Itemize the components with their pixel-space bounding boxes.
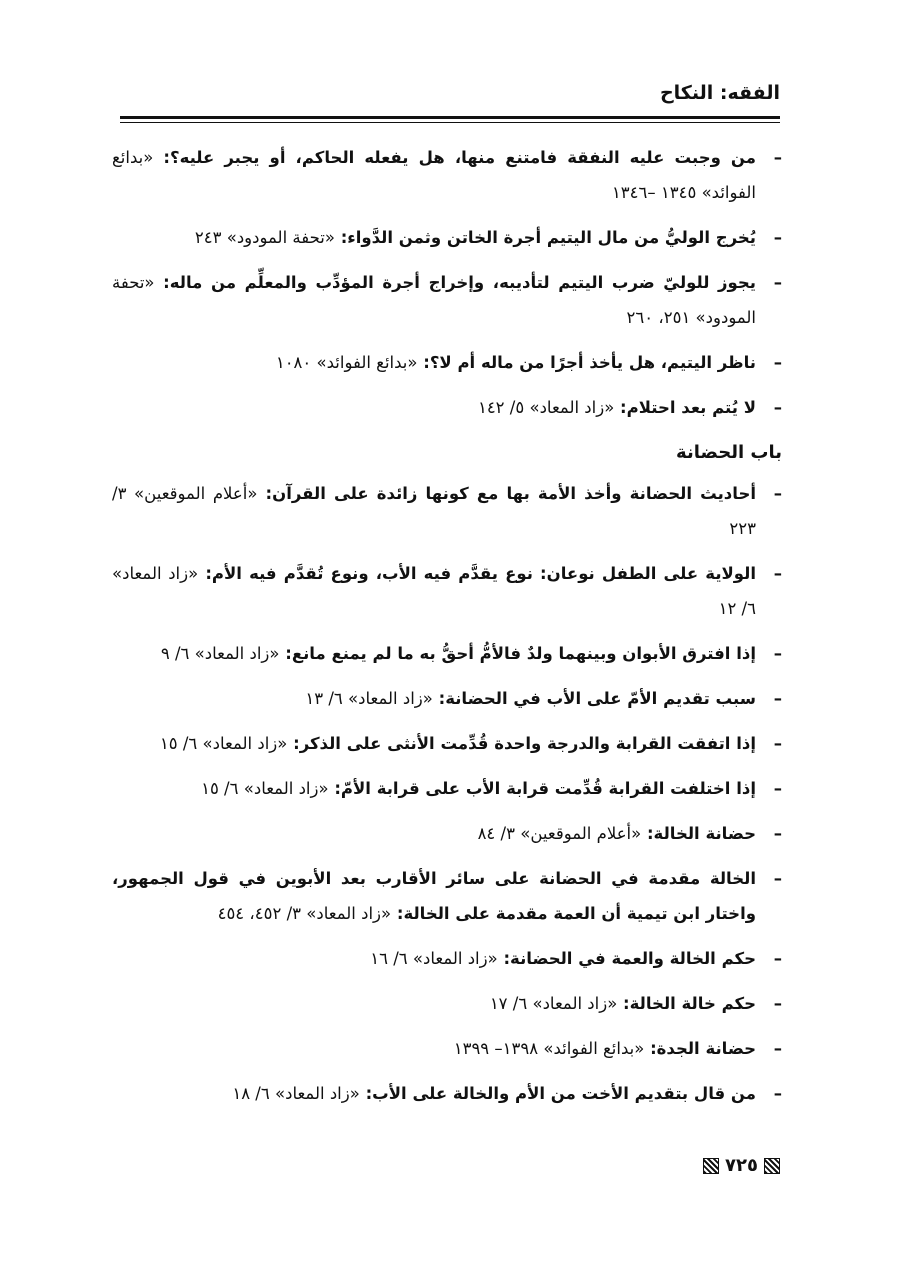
index-entry (112, 636, 782, 671)
entry-dash: – (773, 353, 782, 372)
entry-dash: – (773, 484, 782, 503)
entry-dash: – (773, 689, 782, 708)
entry-source: «زاد المعاد» ٦/ ١٨ (232, 1084, 360, 1103)
index-entry (112, 556, 782, 626)
ornament-right-icon (764, 1158, 780, 1174)
entry-text: إذا اتفقت القرابة والدرجة واحدة قُدِّمت الأنثى على الذكر: (287, 734, 756, 753)
entry-list-a (112, 140, 782, 425)
entry-source: «بدائع الفوائد» ١٠٨٠ (275, 353, 418, 372)
entry-text: يجوز للوليّ ضرب اليتيم لتأديبه، وإخراج أجرة المؤدِّب والمعلِّم من ماله: (154, 273, 756, 292)
index-entry (112, 265, 782, 335)
entry-source: «بدائع الفوائد» ١٣٤٥ –١٣٤٦ (112, 148, 756, 202)
index-entry (112, 390, 782, 425)
entry-dash: – (773, 1039, 782, 1058)
entry-text: من قال بتقديم الأخت من الأم والخالة على الأب: (359, 1084, 756, 1103)
entry-dash: – (773, 869, 782, 888)
index-entry (112, 140, 782, 210)
entry-dash: – (773, 564, 782, 583)
entry-text: إذا اختلفت القرابة قُدِّمت قرابة الأب على قرابة الأمّ: (328, 779, 756, 798)
entry-source: «أعلام الموقعين» ٣/ ٢٢٣ (112, 484, 756, 538)
entry-source: «زاد المعاد» ٦/ ١٧ (489, 994, 618, 1013)
entry-source: «زاد المعاد» ٦/ ١٦ (370, 949, 498, 968)
entry-source: «بدائع الفوائد» ١٣٩٨– ١٣٩٩ (453, 1039, 645, 1058)
entry-dash: – (773, 148, 782, 167)
index-entry (112, 816, 782, 851)
entry-source: «أعلام الموقعين» ٣/ ٨٤ (477, 824, 642, 843)
entry-text: حكم الخالة والعمة في الحضانة: (497, 949, 756, 968)
entry-text: ناظر اليتيم، هل يأخذ أجرًا من ماله أم لا؟: (417, 353, 756, 372)
entry-text: أحاديث الحضانة وأخذ الأمة بها مع كونها زائدة على القرآن: (257, 484, 757, 503)
entry-source: «تحفة المودود» ٢٥١، ٢٦٠ (112, 273, 756, 327)
entry-text: سبب تقديم الأمّ على الأب في الحضانة: (432, 689, 756, 708)
index-entry (112, 1076, 782, 1111)
entry-dash: – (773, 734, 782, 753)
entry-source: «زاد المعاد» ٦/ ١٢ (112, 564, 756, 618)
entry-text: حكم خالة الخالة: (617, 994, 756, 1013)
index-entry (112, 345, 782, 380)
index-entry (112, 726, 782, 761)
index-entry (112, 1031, 782, 1066)
entry-dash: – (773, 228, 782, 247)
index-entry (112, 771, 782, 806)
entry-source: «زاد المعاد» ٣/ ٤٥٢، ٤٥٤ (217, 904, 392, 923)
section-heading: باب الحضانة (676, 442, 782, 463)
index-entries (112, 140, 782, 1121)
index-entry (112, 861, 782, 931)
entry-list-b (112, 476, 782, 1111)
entry-text: حضانة الخالة: (641, 824, 756, 843)
entry-dash: – (773, 994, 782, 1013)
index-entry (112, 941, 782, 976)
entry-dash: – (773, 824, 782, 843)
entry-text: يُخرج الوليُّ من مال اليتيم أجرة الخاتن وثمن الدَّواء: (334, 228, 756, 247)
page-number: ٧٢٥ (725, 1155, 758, 1176)
entry-text: إذا افترق الأبوان وبينهما ولدٌ فالأمُّ أحقُّ به ما لم يمنع مانع: (279, 644, 756, 663)
index-entry (112, 220, 782, 255)
entry-text: حضانة الجدة: (644, 1039, 756, 1058)
entry-dash: – (773, 273, 782, 292)
entry-source: «زاد المعاد» ٥/ ١٤٢ (477, 398, 615, 417)
entry-text: من وجبت عليه النفقة فامتنع منها، هل يفعله الحاكم، أو يجبر عليه؟: (153, 148, 756, 167)
entry-dash: – (773, 398, 782, 417)
entry-text: لا يُتم بعد احتلام: (614, 398, 756, 417)
entry-source: «زاد المعاد» ٦/ ١٣ (305, 689, 433, 708)
running-header: الفقه: النكاح (659, 82, 780, 104)
entry-dash: – (773, 1084, 782, 1103)
entry-source: «تحفة المودود» ٢٤٣ (194, 228, 335, 247)
entry-source: «زاد المعاد» ٦/ ٩ (160, 644, 280, 663)
entry-text: الخالة مقدمة في الحضانة على سائر الأقارب بعد الأبوين في قول الجمهور، واختار ابن تيمية أن العمة مقدمة على الخالة: (112, 869, 756, 923)
page-footer (703, 1155, 780, 1176)
entry-dash: – (773, 779, 782, 798)
index-entry (112, 986, 782, 1021)
entry-text: الولاية على الطفل نوعان: نوع يقدَّم فيه الأب، ونوع تُقدَّم فيه الأم: (198, 564, 756, 583)
header-rule-thin (120, 122, 780, 123)
entry-dash: – (773, 949, 782, 968)
entry-source: «زاد المعاد» ٦/ ١٥ (159, 734, 288, 753)
index-entry (112, 681, 782, 716)
entry-dash: – (773, 644, 782, 663)
ornament-left-icon (703, 1158, 719, 1174)
header-rule-thick (120, 116, 780, 119)
entry-source: «زاد المعاد» ٦/ ١٥ (201, 779, 329, 798)
index-entry (112, 476, 782, 546)
